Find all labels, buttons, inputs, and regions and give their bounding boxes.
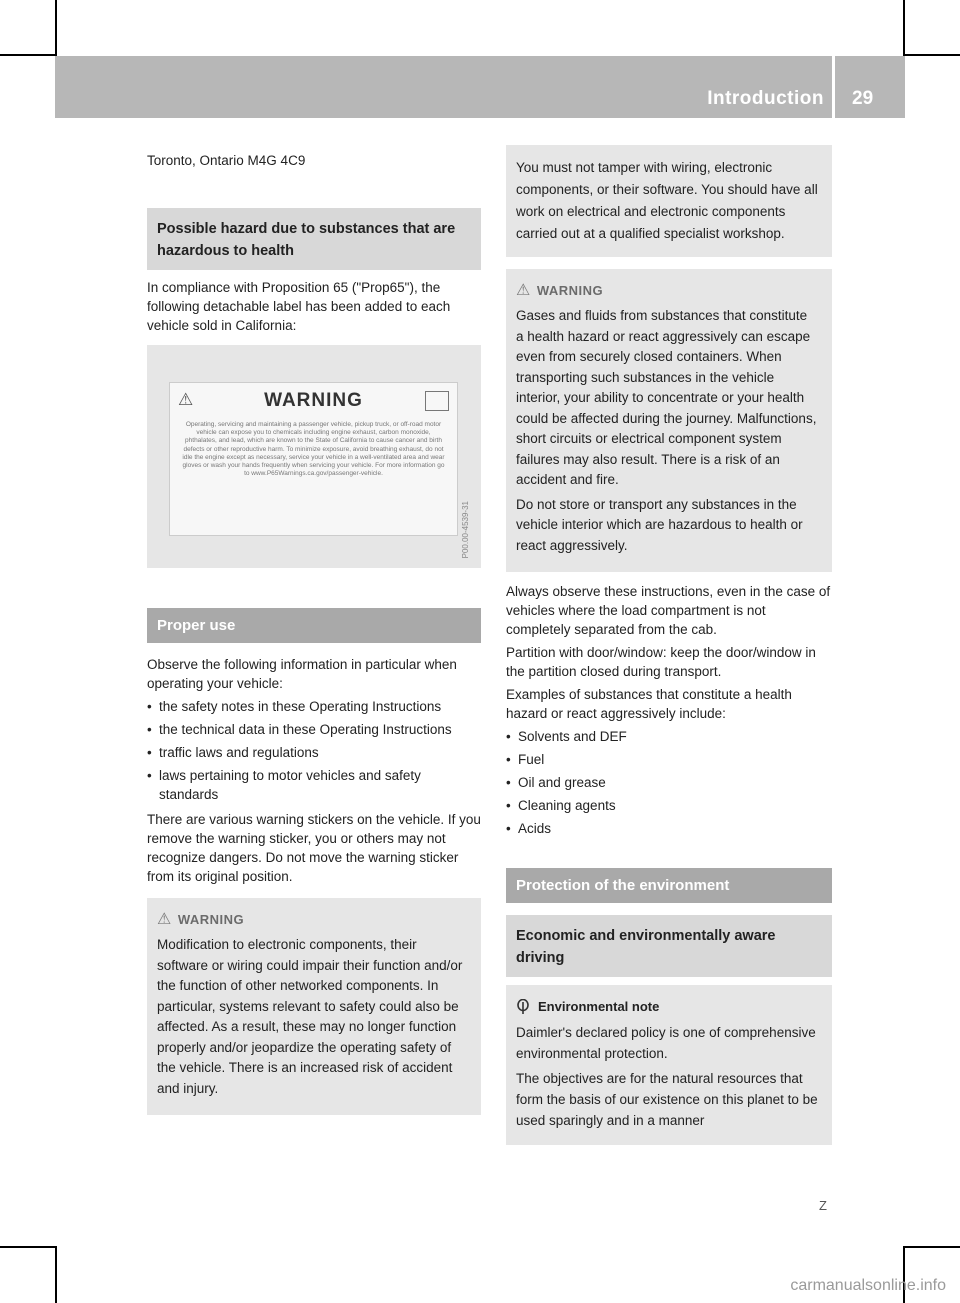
- list-item: • the technical data in these Operating Instructions: [147, 720, 481, 739]
- list-item: • Oil and grease: [506, 773, 832, 792]
- crop-mark: [0, 1246, 57, 1248]
- list-item: • Fuel: [506, 750, 832, 769]
- eco-driving-heading: Economic and environmentally aware driving: [506, 915, 832, 977]
- warning-triangle-icon: ⚠: [157, 911, 172, 928]
- hazard-text: In compliance with Proposition 65 ("Prop65"), the following detachable label has been added to each vehicle sold in California:: [147, 280, 451, 333]
- tamper-text: You must not tamper with wiring, electronic components, or their software. You should have all work on electrical and electronic components carried out at a qualified specialist workshop.: [516, 160, 818, 241]
- substances-list: [506, 727, 832, 838]
- list-item: • traffic laws and regulations: [147, 743, 481, 762]
- warning-label: WARNING: [536, 283, 604, 298]
- warning-triangle-icon: ⚠: [516, 282, 531, 299]
- warning-header: [516, 281, 818, 300]
- proper-use-list: [147, 697, 481, 804]
- always-text: Always observe these instructions, even in the case of vehicles where the load compartment is not completely separated from the cab.: [506, 584, 831, 637]
- figure-code: P00.00-4539-31: [461, 500, 470, 558]
- label-title: WARNING: [264, 390, 363, 411]
- right-column: [506, 151, 832, 1145]
- environmental-note-header: [516, 997, 818, 1016]
- crop-mark: [55, 1246, 57, 1303]
- crop-mark: [903, 54, 960, 56]
- environmental-note-label: Environmental note: [538, 999, 660, 1014]
- stickers-text: There are various warning stickers on the vehicle. If you remove the warning sticker, you or others may not recognize dangers. Do not move the warning sticker from its original position.: [147, 812, 481, 884]
- prop65-label: [169, 382, 458, 536]
- environmental-note-text: Daimler's declared policy is one of comprehensive environmental protection.: [516, 1025, 816, 1061]
- warning-triangle-icon: ⚠: [178, 390, 194, 409]
- hazard-heading: Possible hazard due to substances that are hazardous to health: [147, 208, 481, 270]
- crop-mark: [903, 1246, 960, 1248]
- warning-box: [506, 269, 832, 572]
- tamper-box: [506, 145, 832, 257]
- list-item: • Cleaning agents: [506, 796, 832, 815]
- section-title: Introduction: [707, 88, 824, 109]
- list-item: • the safety notes in these Operating Instructions: [147, 697, 481, 716]
- qr-code-icon: [425, 391, 449, 411]
- examples-text: Examples of substances that constitute a health hazard or react aggressively include:: [506, 687, 792, 721]
- watermark: carmanualsonline.info: [790, 1277, 946, 1294]
- environment-heading: Protection of the environment: [506, 868, 832, 903]
- left-column: [147, 151, 481, 1125]
- warning-text: Do not store or transport any substances in the vehicle interior which are hazardous to health or react aggressively.: [516, 496, 803, 553]
- environmental-note-text: The objectives are for the natural resources that form the basis of our existence on this planet to be used sparingly and in a manner: [516, 1071, 818, 1128]
- crop-mark: [0, 54, 57, 56]
- list-item: • laws pertaining to motor vehicles and safety standards: [147, 766, 481, 804]
- footer-code: Z: [819, 1198, 827, 1213]
- list-item: • Acids: [506, 819, 832, 838]
- warning-box: [147, 898, 481, 1115]
- warning-label: WARNING: [177, 912, 245, 927]
- page-number: 29: [852, 88, 874, 109]
- header-divider: [832, 56, 835, 118]
- warning-text: Modification to electronic components, their software or wiring could impair their function and/or the function of other networked components. In particular, systems relevant to safety could also be affected. As a result, these may no longer function properly and/or jeopardize the operating safety of the vehicle. There is an increased risk of accident and injury.: [157, 937, 463, 1096]
- environmental-note-box: [506, 985, 832, 1145]
- partition-text: Partition with door/window: keep the door/window in the partition closed during transport.: [506, 645, 816, 679]
- warning-text: Gases and fluids from substances that constitute a health hazard or react aggressively can escape even from securely closed containers. When transporting such substances in the vehicle interior, your ability to concentrate or your health could be affected during the journey. Malfunctions, short circuits or electrical component system failures may also result. There is a risk of an accident and fire.: [516, 308, 817, 487]
- prop65-label-figure: [147, 345, 481, 568]
- leaf-icon: [516, 999, 530, 1015]
- crop-mark: [55, 0, 57, 56]
- proper-use-heading: Proper use: [147, 608, 481, 643]
- address: Toronto, Ontario M4G 4C9: [147, 153, 306, 168]
- crop-mark: [903, 0, 905, 56]
- list-item: • Solvents and DEF: [506, 727, 832, 746]
- warning-header: [157, 910, 467, 929]
- proper-use-intro: Observe the following information in particular when operating your vehicle:: [147, 657, 457, 691]
- label-small-text: Operating, servicing and maintaining a passenger vehicle, pickup truck, or off-road motor vehicle can expose you to chemicals including engine exhaust, carbon monoxide, phthalates, and lead, which are known to the State of California to cause cancer and birth defects or other reproductive harm. To minimize exposure, avoid breathing exhaust, do not idle the engine except as necessary, service your vehicle in a well-ventilated area and wear gloves or wash your hands frequently when servicing your vehicle. For more information go to www.P65Warnings.ca.gov/passenger-vehicle.: [182, 421, 445, 478]
